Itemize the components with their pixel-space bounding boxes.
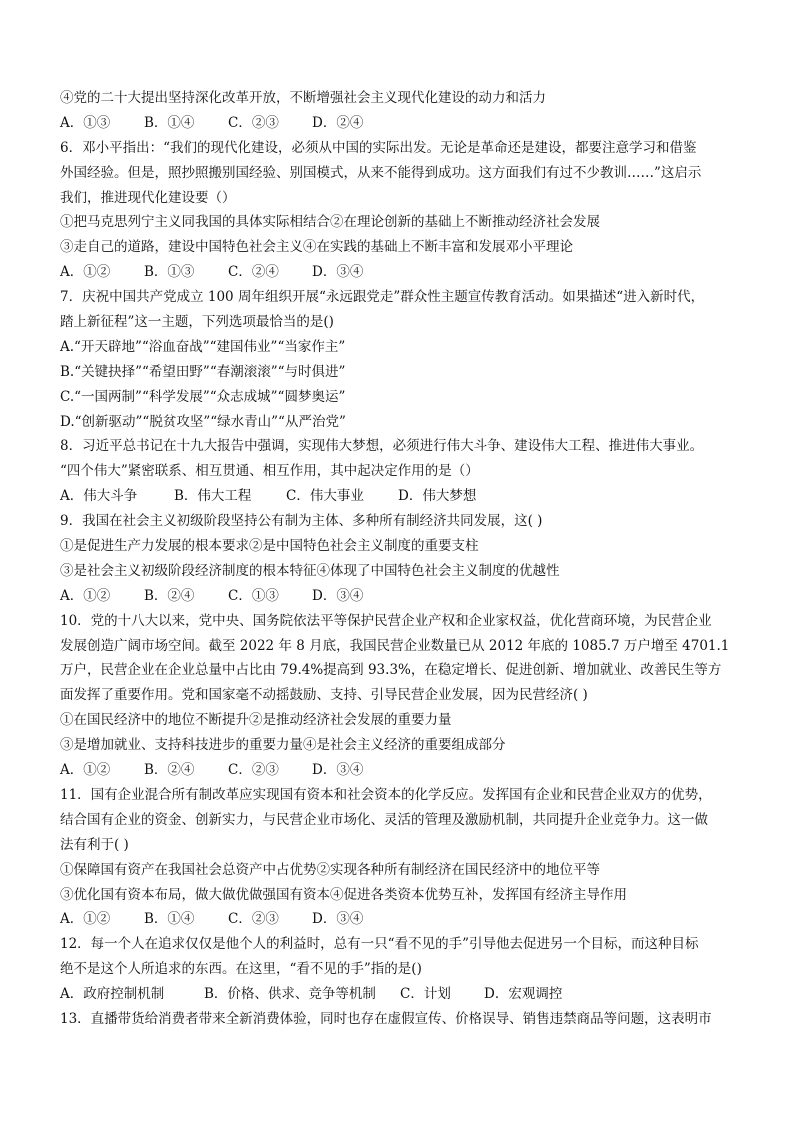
q10-stem-line-3: 万户，民营企业在企业总量中占比由 79.4%提高到 93.3%，在稳定增长、促进创新、增加就业、改善民生等方 (60, 662, 722, 679)
q11-statements-1: ①保障国有资产在我国社会总资产中占优势②实现各种所有制经济在国民经济中的地位平等 (60, 861, 600, 878)
q6-option-a[interactable]: A．①② (60, 264, 111, 281)
q10-stem-line-1: 10．党的十八大以来，党中央、国务院依法平等保护民营企业产权和企业家权益，优化营商环境，为民营企业 (60, 612, 712, 629)
q7-option-d[interactable]: D.“创新驱动”“脱贫攻坚”“绿水青山”“从严治党” (60, 413, 346, 430)
q5-option-c[interactable]: C．②③ (228, 114, 279, 131)
q10-stem-line-2: 发展创造广阔市场空间。截至 2022 年 8 月底，我国民营企业数量已从 2012 年底的 1085.7 万户增至 4701.1 (60, 637, 730, 654)
q8-option-d[interactable]: D．伟大梦想 (398, 488, 477, 505)
q10-statements-2: ③是增加就业、支持科技进步的重要力量④是社会主义经济的重要组成部分 (60, 737, 506, 754)
q10-option-a[interactable]: A．①② (60, 762, 111, 779)
q7-stem-line-2: 踏上新征程”这一主题，下列选项最恰当的是() (60, 314, 334, 331)
q10-statements-1: ①在国民经济中的地位不断提升②是推动经济社会发展的重要力量 (60, 712, 452, 729)
q12-options (60, 982, 750, 1007)
q11-statements-2: ③优化国有资本布局，做大做优做强国有资本④促进各类资本优势互补，发挥国有经济主导作用 (60, 886, 627, 903)
q10-stem-line-4: 面发挥了重要作用。党和国家毫不动摇鼓励、支持、引导民营企业发展，因为民营经济( ) (60, 687, 588, 704)
q6-stem-line-2: 外国经验。但是，照抄照搬别国经验、别国模式，从来不能得到成功。这方面我们有过不少教训……”这启示 (60, 164, 702, 181)
q11-stem-line-1: 11．国有企业混合所有制改革应实现国有资本和社会资本的化学反应。发挥国有企业和民营企业双方的优势， (60, 786, 712, 803)
q9-options (60, 584, 750, 609)
q7-option-b[interactable]: B.“关键抉择”“希望田野”“春潮滚滚”“与时俱进” (60, 363, 346, 380)
q8-options (60, 484, 750, 509)
q10-option-c[interactable]: C．②③ (228, 762, 279, 779)
q6-option-c[interactable]: C．②④ (228, 264, 279, 281)
q5-option-b[interactable]: B．①④ (144, 114, 195, 131)
q9-stem: 9．我国在社会主义初级阶段坚持公有制为主体、多种所有制经济共同发展，这( ) (60, 513, 543, 530)
q11-stem-line-2: 结合国有企业的资金、创新实力，与民营企业市场化、灵活的管理及激励机制，共同提升企业竞争力。这一做 (60, 811, 708, 828)
q7-option-c[interactable]: C.“一国两制”“科学发展”“众志成城”“圆梦奥运” (60, 388, 346, 405)
q12-stem-line-2: 绝不是这个人所追求的东西。在这里，“看不见的手”指的是() (60, 961, 422, 978)
q5-statement-4: ④党的二十大提出坚持深化改革开放，不断增强社会主义现代化建设的动力和活力 (60, 90, 546, 106)
q8-stem-line-1: 8．习近平总书记在十九大报告中强调，实现伟大梦想，必须进行伟大斗争、建设伟大工程、推进伟大事业。 (60, 438, 704, 455)
exam-page (60, 86, 750, 1032)
q13-stem-line-1: 13．直播带货给消费者带来全新消费体验，同时也存在虚假宣传、价格误导、销售违禁商品等问题，这表明市 (60, 1010, 712, 1027)
q6-stem-line-1: 6．邓小平指出：“我们的现代化建设，必须从中国的实际出发。无论是革命还是建设，都要注意学习和借鉴 (60, 139, 697, 156)
q9-option-c[interactable]: C．①③ (228, 587, 279, 604)
q9-statements-1: ①是促进生产力发展的根本要求②是中国特色社会主义制度的重要支柱 (60, 538, 479, 555)
q12-option-d[interactable]: D．宏观调控 (484, 986, 563, 1003)
q9-statements-2: ③是社会主义初级阶段经济制度的根本特征④体现了中国特色社会主义制度的优越性 (60, 562, 560, 579)
q12-option-b[interactable]: B．价格、供求、竞争等机制 (204, 986, 376, 1003)
q5-option-a[interactable]: A．①③ (60, 114, 111, 131)
q11-stem-line-3: 法有利于( ) (60, 836, 129, 853)
q10-option-b[interactable]: B．②④ (144, 762, 195, 779)
q12-stem-line-1: 12．每一个人在追求仅仅是他个人的利益时，总有一只“看不见的手”引导他去促进另一个目标，而这种目标 (60, 936, 699, 953)
q12-option-a[interactable]: A．政府控制机制 (60, 986, 165, 1003)
q11-option-a[interactable]: A．①② (60, 911, 111, 928)
q9-option-b[interactable]: B．②④ (144, 587, 195, 604)
q7-stem-line-1: 7．庆祝中国共产党成立 100 周年组织开展“永远跟党走”群众性主题宣传教育活动。如果描述“进入新时代， (60, 289, 705, 306)
q9-option-d[interactable]: D．③④ (312, 587, 364, 604)
q7-option-a[interactable]: A.“开天辟地”“浴血奋战”“建国伟业”“当家作主” (60, 338, 346, 355)
q9-option-a[interactable]: A．①② (60, 587, 111, 604)
q6-statements-2: ③走自己的道路，建设中国特色社会主义④在实践的基础上不断丰富和发展邓小平理论 (60, 239, 573, 256)
q8-option-a[interactable]: A．伟大斗争 (60, 488, 138, 505)
q11-option-d[interactable]: D．③④ (312, 911, 364, 928)
q12-option-c[interactable]: C．计划 (400, 986, 451, 1003)
q8-stem-line-2: “四个伟大”紧密联系、相互贯通、相互作用，其中起决定作用的是（） (60, 463, 479, 480)
q8-option-c[interactable]: C．伟大事业 (286, 488, 364, 505)
q6-stem-line-3: 我们，推进现代化建设要（） (60, 189, 236, 206)
q11-options (60, 907, 750, 932)
q6-statements-1: ①把马克思列宁主义同我国的具体实际相结合②在理论创新的基础上不断推动经济社会发展 (60, 214, 600, 231)
q11-option-b[interactable]: B．①④ (144, 911, 195, 928)
q6-option-d[interactable]: D．③④ (312, 264, 364, 281)
q6-options (60, 260, 750, 285)
q10-options (60, 758, 750, 783)
q8-option-b[interactable]: B．伟大工程 (174, 488, 252, 505)
q11-option-c[interactable]: C．②③ (228, 911, 279, 928)
q10-option-d[interactable]: D．③④ (312, 762, 364, 779)
q5-options (60, 111, 750, 136)
q5-option-d[interactable]: D．②④ (312, 114, 364, 131)
q6-option-b[interactable]: B．①③ (144, 264, 195, 281)
